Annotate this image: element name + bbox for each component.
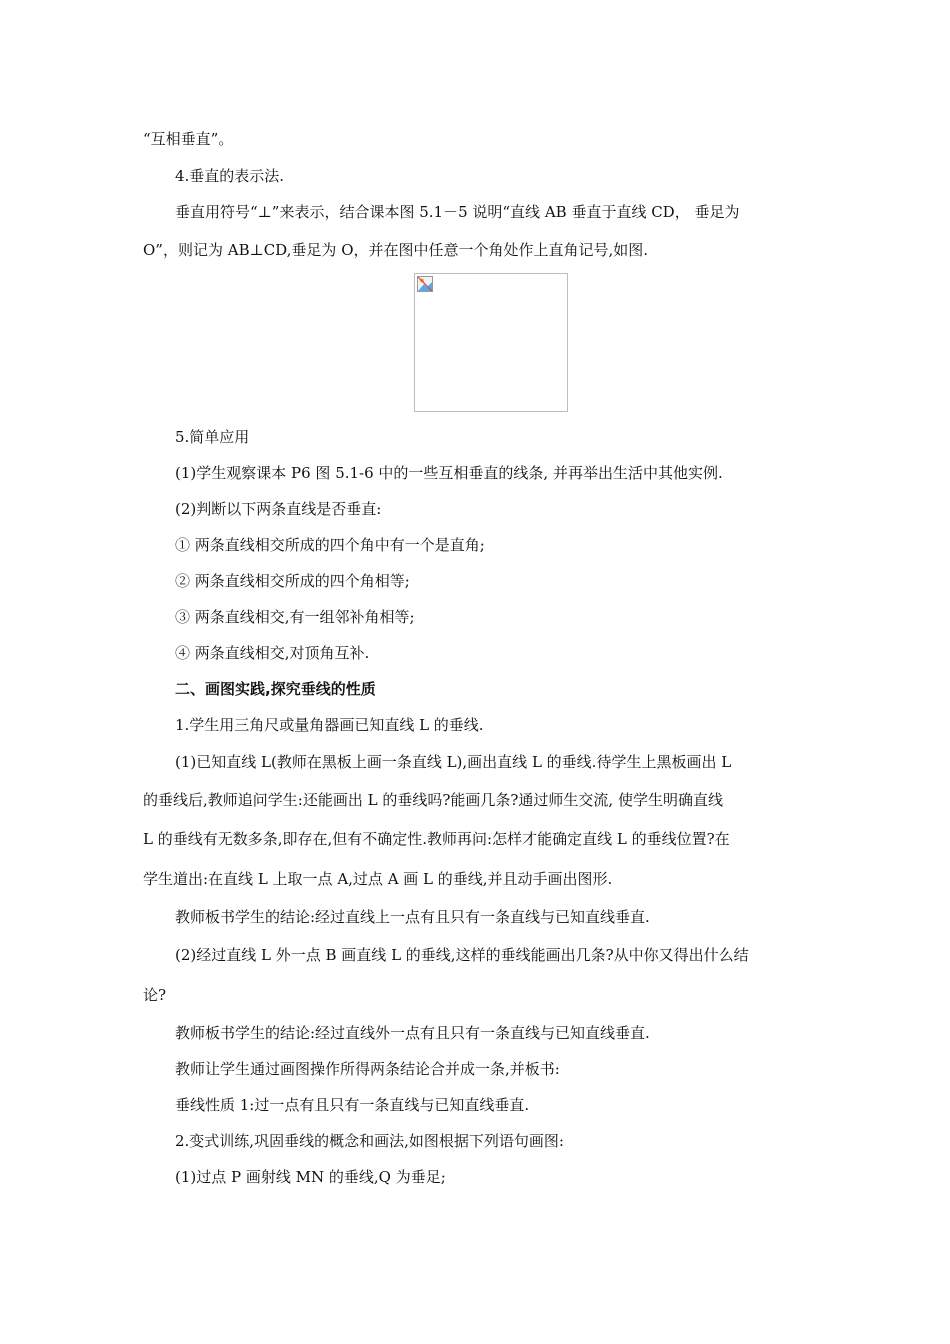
text-line: 教师板书学生的结论:经过直线上一点有且只有一条直线与已知直线垂直. (175, 908, 650, 926)
text-line: (2)经过直线 L 外一点 B 画直线 L 的垂线,这样的垂线能画出几条?从中你又得出什么结 (175, 946, 749, 964)
text-line: (1)过点 P 画射线 MN 的垂线,Q 为垂足; (175, 1168, 446, 1186)
broken-image-icon (417, 276, 433, 292)
list-item: ② 两条直线相交所成的四个角相等; (175, 572, 410, 590)
text-line: L 的垂线有无数多条,即存在,但有不确定性.教师再问:怎样才能确定直线 L 的垂线位置?在 (143, 830, 730, 848)
list-item: ③ 两条直线相交,有一组邻补角相等; (175, 608, 415, 626)
text-line: 垂直用符号“⊥”来表示，结合课本图 5.1－5 说明“直线 AB 垂直于直线 CD， 垂足为 (175, 203, 740, 221)
text-line: 学生道出:在直线 L 上取一点 A,过点 A 画 L 的垂线,并且动手画出图形. (143, 870, 613, 888)
text-line: O”，则记为 AB⊥CD,垂足为 O，并在图中任意一个角处作上直角记号,如图. (143, 241, 649, 259)
text-line: (1)已知直线 L(教师在黑板上画一条直线 L),画出直线 L 的垂线.待学生上黑板画出 L (175, 753, 732, 771)
section-heading: 5.简单应用 (175, 428, 250, 446)
text-line: 2.变式训练,巩固垂线的概念和画法,如图根据下列语句画图: (175, 1132, 564, 1150)
section-title: 二、画图实践,探究垂线的性质 (175, 680, 376, 698)
text-line: (1)学生观察课本 P6 图 5.1-6 中的一些互相垂直的线条, 并再举出生活中其他实例. (175, 464, 723, 482)
text-line: “互相垂直”。 (143, 130, 234, 148)
list-item: ④ 两条直线相交,对顶角互补. (175, 644, 370, 662)
text-line: 教师让学生通过画图操作所得两条结论合并成一条,并板书: (175, 1060, 560, 1078)
figure-placeholder (414, 273, 568, 412)
section-heading: 4.垂直的表示法. (175, 167, 285, 185)
text-line: 教师板书学生的结论:经过直线外一点有且只有一条直线与已知直线垂直. (175, 1024, 650, 1042)
text-line: 1.学生用三角尺或量角器画已知直线 L 的垂线. (175, 716, 484, 734)
text-line: 的垂线后,教师追问学生:还能画出 L 的垂线吗?能画几条?通过师生交流, 使学生明确直线 (143, 791, 723, 809)
text-line: 垂线性质 1:过一点有且只有一条直线与已知直线垂直. (175, 1096, 530, 1114)
text-line: (2)判断以下两条直线是否垂直: (175, 500, 382, 518)
list-item: ① 两条直线相交所成的四个角中有一个是直角; (175, 536, 485, 554)
text-line: 论? (143, 986, 167, 1004)
